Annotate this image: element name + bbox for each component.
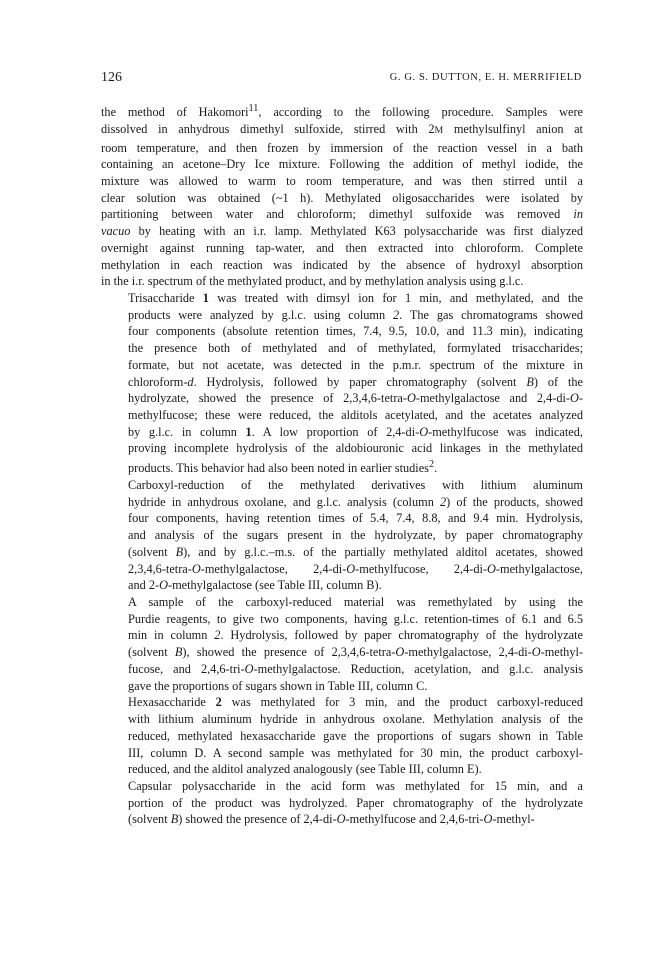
text-line: the method of Hakomori$^{11}$, according to the following procedure. Samples were bbox=[101, 103, 584, 120]
text-line: 2,3,4,6-tetra-O-methylgalactose, 2,4-di-O-methylfucose, 2,4-di-O-methylgalactose, bbox=[128, 561, 583, 576]
text-line: Trisaccharide 1 was treated with dimsyl ion for 1 min, and methylated, and the bbox=[128, 291, 583, 305]
text-line: (solvent B), showed the presence of 2,3,4,6-tetra-O-methylgalactose, 2,4-di-O-methyl- bbox=[128, 645, 583, 660]
text-line: fucose, and 2,4,6-tri-O-methylgalactose. Reduction, acetylation, and g.l.c. analysis bbox=[128, 661, 583, 676]
text-line: A sample of the carboxyl-reduced material was remethylated by using the bbox=[128, 595, 583, 610]
paragraph bbox=[101, 101, 583, 290]
text-line: chloroform-d. Hydrolysis, followed by paper chromatography (solvent B) of the bbox=[128, 374, 583, 389]
text-line: formate, but not acetate, was detected in the p.m.r. spectrum of the mixture in bbox=[128, 357, 583, 372]
text-line: vacuo by heating with an i.r. lamp. Methylated K63 polysaccharide was first dialyzed bbox=[101, 224, 583, 239]
text-line: mixture was allowed to warm to room temperature, and was then stirred until a bbox=[101, 173, 583, 188]
text-line: four components, having retention times of 5.4, 7.4, 8.8, and 9.4 min. Hydrolysis, bbox=[128, 511, 583, 526]
paragraph bbox=[101, 477, 583, 594]
text-line: four components (absolute retention times, 7.4, 9.5, 10.0, and 11.3 min), indicating bbox=[128, 324, 583, 339]
text-line: room temperature, and then frozen by immersion of the reaction vessel in a bath bbox=[101, 140, 583, 155]
body-text bbox=[101, 101, 583, 828]
text-line: Hexasaccharide 2 was methylated for 3 min, and the product carboxyl-reduced bbox=[128, 695, 583, 710]
text-line: products. This behavior had also been noted in earlier studies$^2$. bbox=[128, 459, 438, 476]
page-number: 126 bbox=[101, 70, 122, 85]
text-line: portion of the product was hydrolyzed. Paper chromatography of the hydrolyzate bbox=[128, 795, 583, 810]
text-line: dissolved in anhydrous dimethyl sulfoxide, stirred with 2M methylsulfinyl anion at bbox=[101, 121, 583, 136]
text-line: reduced, and the alditol analyzed analogously (see Table III, column E). bbox=[128, 762, 482, 777]
text-line: (solvent B) showed the presence of 2,4-di-O-methylfucose and 2,4,6-tri-O-methyl- bbox=[128, 812, 535, 827]
text-line: reduced, methylated hexasaccharide gave the proportions of sugars shown in Table bbox=[128, 728, 583, 743]
page-header bbox=[101, 70, 582, 88]
text-line: overnight against running tap-water, and then extracted into chloroform. Complete bbox=[101, 240, 583, 255]
paragraph bbox=[101, 594, 583, 694]
text-line: methylation in each reaction was indicated by the absence of hydroxyl absorption bbox=[101, 257, 583, 272]
text-line: clear solution was obtained (~1 h). Methylated oligosaccharides were isolated by bbox=[101, 190, 583, 205]
text-line: products were analyzed by g.l.c. using column 2. The gas chromatograms showed bbox=[128, 307, 583, 322]
text-line: hydrolyzate, showed the presence of 2,3,4,6-tetra-O-methylgalactose and 2,4-di-O- bbox=[128, 391, 583, 406]
text-line: proving incomplete hydrolysis of the aldobiouronic acid linkages in the methylated bbox=[128, 441, 583, 456]
text-line: containing an acetone–Dry Ice mixture. Following the addition of methyl iodide, the bbox=[101, 157, 583, 172]
text-line: min in column 2. Hydrolysis, followed by paper chromatography of the hydrolyzate bbox=[128, 628, 583, 643]
text-line: hydride in anhydrous oxolane, and g.l.c. analysis (column 2) of the products, showed bbox=[128, 494, 583, 509]
text-line: Carboxyl-reduction of the methylated derivatives with lithium aluminum bbox=[128, 478, 583, 492]
text-line: and 2-O-methylgalactose (see Table III, column B). bbox=[128, 578, 382, 593]
paragraph bbox=[101, 290, 583, 477]
text-line: with lithium aluminum hydride in anhydrous oxolane. Methylation analysis of the bbox=[128, 712, 583, 727]
text-line: the presence both of methylated and of methylated, formylated trisaccharides; bbox=[128, 341, 583, 356]
paragraph bbox=[101, 694, 583, 778]
text-line: by g.l.c. in column 1. A low proportion of 2,4-di-O-methylfucose was indicated, bbox=[128, 424, 583, 439]
text-line: III, column D. A second sample was methylated for 30 min, the product carboxyl- bbox=[128, 745, 583, 760]
text-line: and analysis of the sugars present in the hydrolyzate, by paper chromatography bbox=[128, 528, 583, 543]
text-line: Purdie reagents, to give two components, having g.l.c. retention-times of 6.1 and 6.5 bbox=[128, 611, 583, 626]
text-line: partitioning between water and chloroform; dimethyl sulfoxide was removed in bbox=[101, 207, 583, 222]
paragraph bbox=[101, 778, 583, 828]
text-line: Capsular polysaccharide in the acid form was methylated for 15 min, and a bbox=[128, 778, 583, 793]
text-line: methylfucose; these were reduced, the alditols acetylated, and the acetates analyzed bbox=[128, 408, 583, 423]
text-line: (solvent B), and by g.l.c.–m.s. of the partially methylated alditol acetates, showed bbox=[128, 544, 583, 559]
running-head: G. G. S. DUTTON, E. H. MERRIFIELD bbox=[389, 72, 582, 83]
text-line: gave the proportions of sugars shown in Table III, column C. bbox=[128, 678, 428, 693]
text-line: in the i.r. spectrum of the methylated product, and by methylation analysis using g.l.c. bbox=[101, 274, 524, 289]
